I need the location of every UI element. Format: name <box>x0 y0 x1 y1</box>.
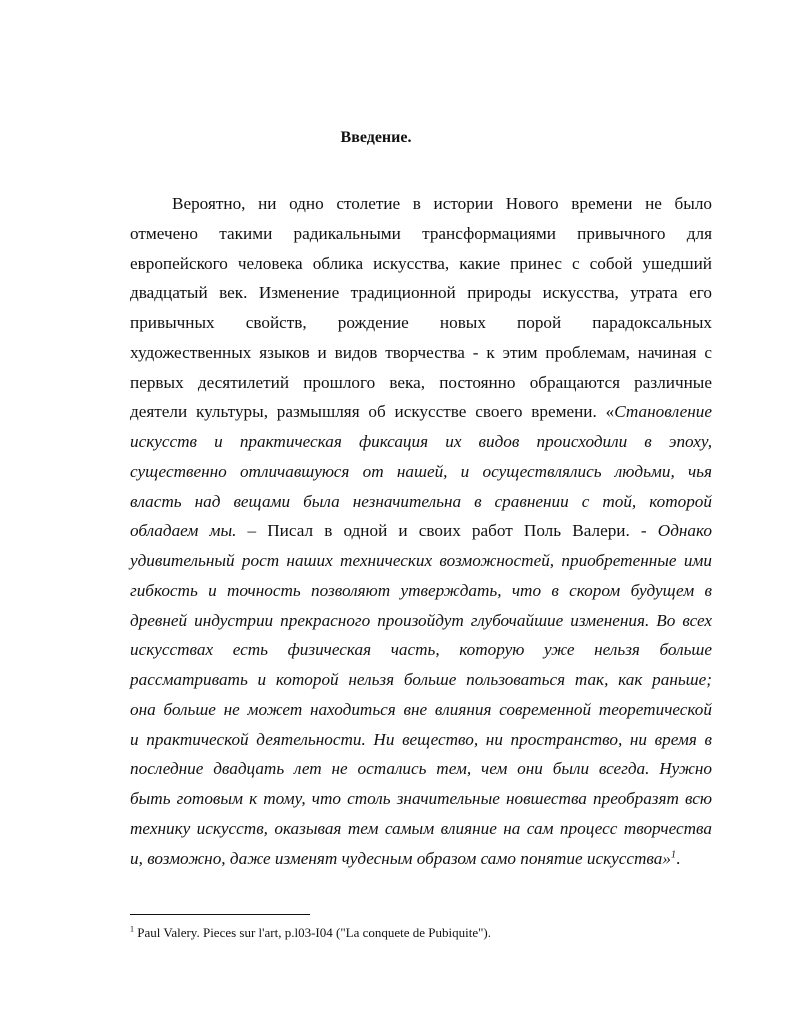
text-line <box>130 695 712 725</box>
footnote-divider <box>130 914 310 915</box>
text-segment: Вероятно, ни одно столетие в истории Нового времени не было <box>172 194 712 213</box>
text-line <box>130 249 712 279</box>
text-line <box>130 844 712 874</box>
quote-segment: Однако <box>657 521 713 541</box>
text-line <box>130 784 712 814</box>
text-line <box>130 576 712 606</box>
text-line <box>130 278 712 308</box>
quote-segment: искусств и практическая фиксация их видов происходили в эпоху, <box>130 432 712 451</box>
text-segment: . <box>675 848 681 868</box>
quote-segment: древней индустрии прекрасного произойдут глубочайшие изменения. Во всех <box>130 610 712 630</box>
text-segment: первых десятилетий прошлого века, постоянно обращаются различные <box>130 372 712 392</box>
text-segment: европейского человека облика искусства, какие принес с собой ушедший <box>130 253 712 273</box>
text-line <box>130 189 712 219</box>
text-line <box>130 487 712 517</box>
footnote-marker: 1 <box>130 924 134 934</box>
footnote <box>130 925 491 941</box>
quote-segment: и, возможно, даже изменят чудесным образом само понятие искусства» <box>130 848 671 868</box>
text-line <box>130 606 712 636</box>
text-segment: художественных языков и видов творчества - к этим проблемам, начиная с <box>130 342 712 362</box>
footnote-reference: 1 <box>670 848 676 860</box>
text-line <box>130 338 712 368</box>
quote-segment: обладаем мы. <box>130 521 237 541</box>
body-text <box>130 189 712 873</box>
text-line <box>130 725 712 755</box>
quote-segment: последние двадцать лет не остались тем, чем они были всегда. Нужно <box>130 759 712 779</box>
text-segment: деятели культуры, размышляя об искусстве своего времени. « <box>130 402 615 422</box>
quote-segment: быть готовым к тому, что столь значительные новшества преобразят всю <box>130 789 712 808</box>
text-line <box>130 219 712 249</box>
text-line <box>130 368 712 398</box>
text-line <box>130 665 712 695</box>
page-title: Введение. <box>340 129 412 146</box>
quote-segment: рассматривать и которой нельзя больше пользоваться так, как раньше; <box>130 670 712 689</box>
text-line <box>130 635 712 665</box>
text-line <box>130 308 712 338</box>
quote-segment: власть над вещами была незначительна в сравнении с той, которой <box>130 491 712 511</box>
text-segment: отмечено такими радикальными трансформациями привычного для <box>130 223 712 243</box>
text-line <box>130 814 712 844</box>
quote-segment: Становление <box>614 402 712 422</box>
text-line <box>130 397 712 427</box>
text-line <box>130 427 712 457</box>
quote-segment: гибкость и точность позволяют утверждать, что в скором будущем в <box>130 580 712 600</box>
quote-segment: существенно отличавшуюся от нашей, и осуществлялись людьми, чья <box>130 461 712 481</box>
quote-segment: технику искусств, оказывая тем самым влияние на сам процесс творчества <box>130 818 712 838</box>
quote-segment: она больше не может находиться вне влияния современной теоретической <box>130 699 712 719</box>
quote-segment: удивительный рост наших технических возможностей, приобретенные ими <box>130 551 712 570</box>
text-line <box>130 516 712 546</box>
text-line <box>130 754 712 784</box>
quote-segment: и практической деятельности. Ни вещество, ни пространство, ни время в <box>130 729 712 749</box>
text-line <box>130 457 712 487</box>
footnote-text: Paul Valery. Pieces sur l'art, p.l03-I04 ("La conquete de Pubiquite"). <box>137 925 492 940</box>
text-segment: – Писал в одной и своих работ Поль Валери. - <box>236 521 658 541</box>
text-line <box>130 546 712 576</box>
text-segment: двадцатый век. Изменение традиционной природы искусства, утрата его <box>130 283 712 303</box>
quote-segment: искусствах есть физическая часть, которую уже нельзя больше <box>130 640 712 660</box>
text-segment: привычных свойств, рождение новых порой парадоксальных <box>130 313 712 332</box>
